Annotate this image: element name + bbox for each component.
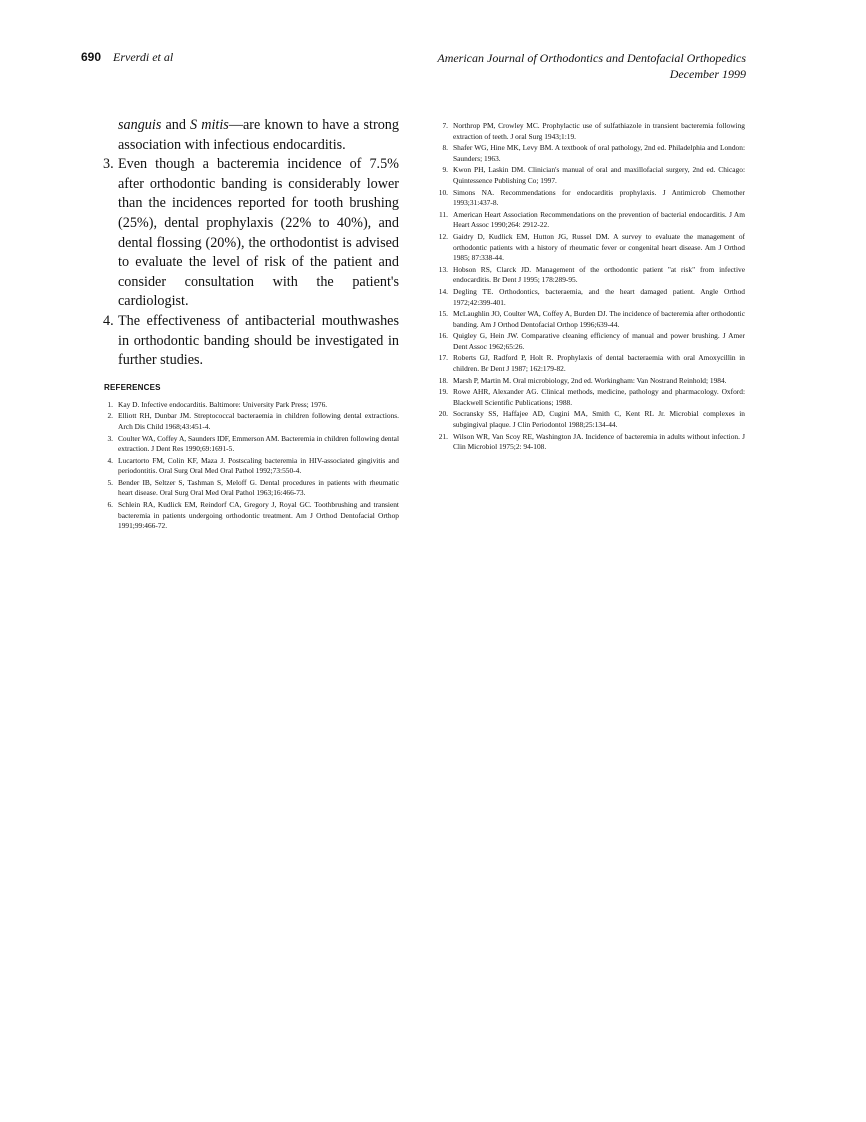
reference-text: Kwon PH, Laskin DM. Clinician's manual of oral and maxillofacial surgery, 2nd ed. Chicago: Quintessence Publishing Co; 1997. (453, 165, 745, 185)
reference-text: Kay D. Infective endocarditis. Baltimore: University Park Press; 1976. (118, 399, 328, 409)
reference-item (100, 478, 399, 499)
reference-item (436, 121, 745, 142)
reference-number: 12. (438, 231, 448, 241)
reference-text: Shafer WG, Hine MK, Levy BM. A textbook of oral pathology, 2nd ed. Philadelphia and London: Saunders; 1963. (453, 143, 745, 163)
conclusion-continuation (103, 116, 399, 155)
reference-number: 4. (107, 455, 113, 465)
conclusion-item (103, 312, 399, 371)
left-column (103, 116, 399, 533)
reference-text: Degling TE. Orthodontics, bacteraemia, and the heart damaged patient. Angle Orthod 1972;42:399-401. (453, 286, 745, 307)
reference-number: 15. (438, 309, 448, 319)
reference-number: 5. (107, 477, 113, 487)
reference-number: 2. (107, 411, 113, 421)
conclusions-list (103, 116, 399, 371)
reference-item (436, 432, 745, 453)
reference-item (436, 409, 745, 430)
reference-number: 17. (438, 353, 448, 363)
species-name: sanguis (118, 117, 162, 133)
reference-text: Elliott RH, Dunbar JM. Streptococcal bacteraemia in children following dental extractions. Arch Dis Child 1968;43:451-4. (118, 411, 399, 431)
reference-item (100, 434, 399, 455)
reference-number: 14. (438, 286, 448, 296)
reference-text: McLaughlin JO, Coulter WA, Coffey A, Burden DJ. The incidence of bacteremia after orthodontic banding. Am J Orthod Dentofacial Orthop 1996;639-44. (453, 309, 745, 329)
reference-text: Rowe AHR, Alexander AG. Clinical methods, medicine, pathology and pharmacology. Oxford: Blackwell Scientific Publications; 1988. (453, 387, 745, 407)
reference-number: 11. (439, 209, 448, 219)
reference-text: American Heart Association Recommendations on the prevention of bacterial endocarditis. J Am Heart Assoc 1990;264: 2912-22. (453, 209, 745, 230)
reference-text: Wilson WR, Van Scoy RE, Washington JA. Incidence of bacteremia in adults without infection. J Clin Microbiol 1975;2: 94-108. (453, 431, 745, 452)
reference-number: 3. (107, 433, 113, 443)
text: and (161, 117, 191, 133)
reference-item (100, 411, 399, 432)
conclusion-item (103, 155, 399, 312)
issue-date: December 1999 (669, 67, 746, 81)
page-number: 690 (81, 50, 102, 64)
reference-text: Coulter WA, Coffey A, Saunders IDF, Emmerson AM. Bacteremia in children following dental extraction. J Dent Res 1990;69:1691-5. (118, 433, 399, 454)
reference-number: 20. (438, 409, 448, 419)
reference-item (436, 387, 745, 408)
reference-item (436, 210, 745, 231)
reference-number: 8. (442, 143, 448, 153)
item-number: 4. (103, 312, 114, 329)
reference-number: 16. (438, 331, 448, 341)
item-number: 3. (103, 156, 114, 173)
references-heading: REFERENCES (104, 382, 161, 392)
reference-number: 1. (107, 399, 113, 409)
reference-item (436, 143, 745, 164)
reference-item (436, 188, 745, 209)
reference-text: Lucartorto FM, Colin KF, Maza J. Postscaling bacteremia in HIV-associated gingivitis and periodontitis. Oral Surg Oral Med Oral Pathol 1992;73:550-4. (118, 455, 399, 476)
item-text: Even though a bacteremia incidence of 7.5% after orthodontic banding is considerably lower than the incidences reported for tooth brushing (25%), dental prophylaxis (22% to 40%), and dental flossing (20%), the orthodontist is advised to evaluate the level of risk of the patient and consider consultation with the patient's cardiologist. (118, 156, 399, 310)
reference-number: 9. (442, 165, 448, 175)
text: —are known to have a strong association with infectious endocarditis. (118, 117, 399, 153)
reference-number: 7. (442, 121, 448, 130)
reference-text: Northrop PM, Crowley MC. Prophylactic use of sulfathiazole in transient bacteremia following extraction of teeth. J oral Surg 1943;1:19. (453, 121, 745, 141)
reference-item (436, 287, 745, 308)
reference-number: 13. (438, 264, 448, 274)
reference-item (436, 376, 745, 387)
reference-text: Quigley G, Hein JW. Comparative cleaning efficiency of manual and power brushing. J Amer Dent Assoc 1962;65:26. (453, 331, 745, 351)
reference-item (100, 400, 399, 411)
reference-number: 21. (438, 431, 448, 441)
reference-text: Marsh P, Martin M. Oral microbiology, 2nd ed. Workingham: Van Nostrand Reinhold; 1984. (453, 375, 727, 385)
reference-number: 18. (438, 375, 448, 385)
reference-text: Gaidry D, Kudlick EM, Hutton JG, Russel DM. A survey to evaluate the management of orthodontic patients with a history of rheumatic fever or congenital heart disease. Am J Orthod 1985; 87:338-44. (453, 231, 745, 263)
reference-item (436, 265, 745, 286)
reference-item (100, 456, 399, 477)
reference-item (436, 232, 745, 264)
reference-text: Roberts GJ, Radford P, Holt R. Prophylaxis of dental bacteraemia with oral Amoxycillin in children. Br Dent J 1987; 162:179-82. (453, 353, 745, 374)
reference-item (100, 500, 399, 532)
reference-text: Bender IB, Seltzer S, Tashman S, Meloff G. Dental procedures in patients with rheumatic heart disease. Oral Surg Oral Med Oral Pathol 1963;16:466-73. (118, 477, 399, 498)
running-authors: Erverdi et al (113, 50, 174, 64)
reference-item (436, 309, 745, 330)
reference-item (436, 331, 745, 352)
reference-number: 19. (438, 387, 448, 397)
reference-text: Schlein RA, Kudlick EM, Reindorf CA, Gregory J, Royal GC. Toothbrushing and transient bacteremia in patients undergoing orthodontic treatment. Am J Orthod Dentofacial Orthop 1991;99:466-72. (118, 500, 399, 531)
reference-number: 10. (438, 187, 448, 197)
reference-text: Hobson RS, Clarck JD. Management of the orthodontic patient "at risk" from infective endocarditis. Br Dent J 1995; 178:289-95. (453, 264, 745, 285)
species-name: S mitis (190, 117, 229, 133)
reference-text: Socransky SS, Haffajee AD, Cugini MA, Smith C, Kent RL Jr. Microbial complexes in subgingival plaque. J Clin Periodontol 1988;25:134-44. (453, 409, 745, 430)
running-journal (437, 50, 746, 82)
journal-title: American Journal of Orthodontics and Dentofacial Orthopedics (437, 51, 746, 65)
reference-text: Simons NA. Recommendations for endocarditis prophylaxis. J Antimicrob Chemother 1993;31:437-8. (453, 187, 745, 208)
reference-item (436, 353, 745, 374)
references-left-column (100, 400, 399, 532)
reference-number: 6. (107, 500, 113, 510)
reference-item (436, 165, 745, 186)
references-right-column (436, 121, 745, 454)
item-text: The effectiveness of antibacterial mouthwashes in orthodontic banding should be investigated in further studies. (118, 312, 399, 369)
